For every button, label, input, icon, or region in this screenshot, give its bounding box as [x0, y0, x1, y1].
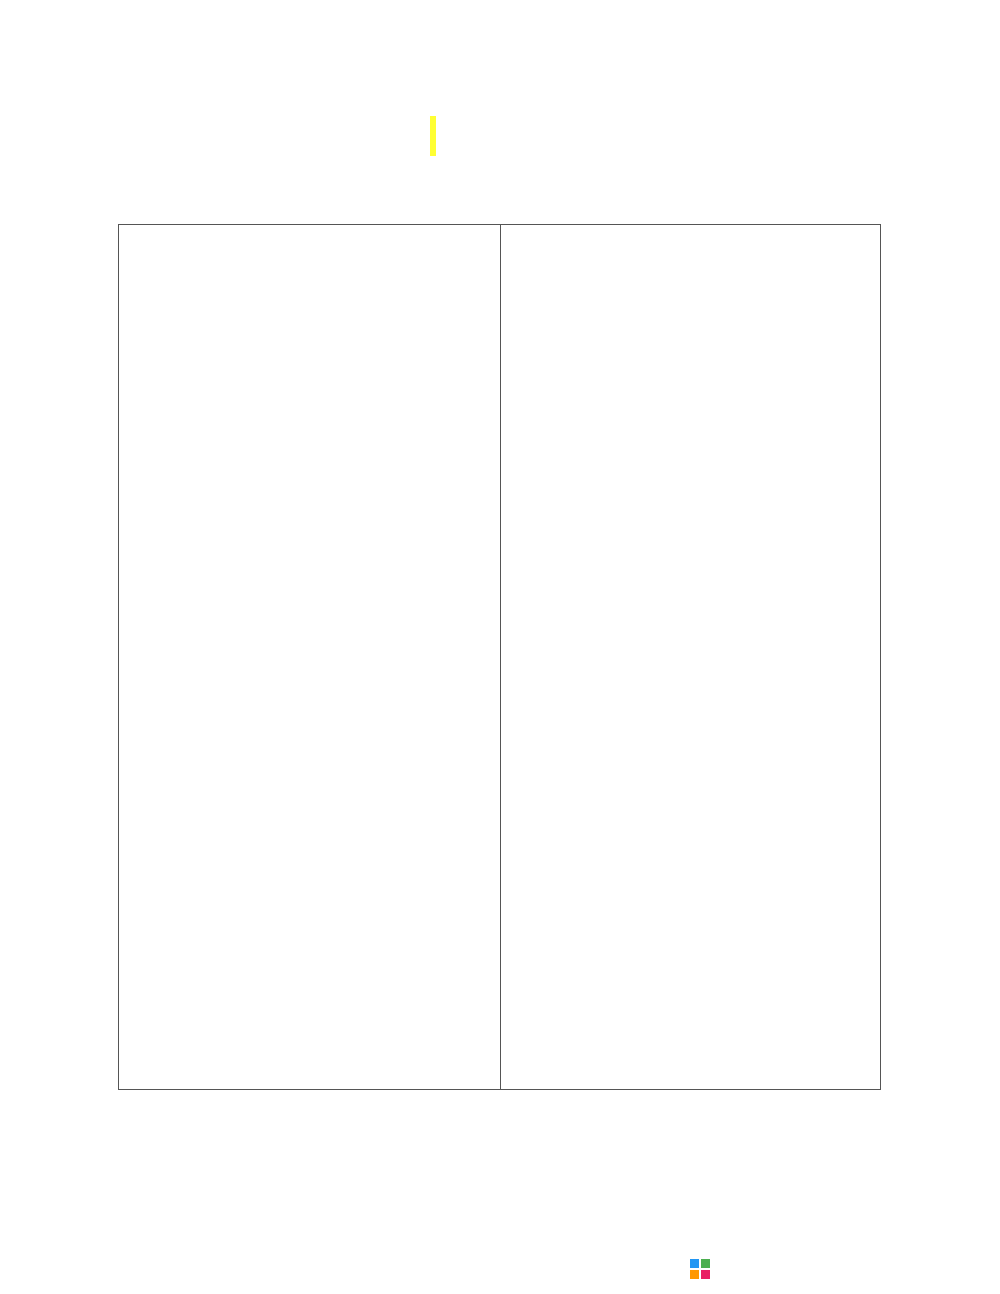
matching-table	[118, 224, 881, 1090]
column-divider	[500, 225, 501, 1089]
logo-icon	[690, 1259, 710, 1279]
liveworksheets-logo	[690, 1252, 714, 1286]
worksheet-title	[430, 116, 436, 156]
instructions	[118, 176, 124, 192]
